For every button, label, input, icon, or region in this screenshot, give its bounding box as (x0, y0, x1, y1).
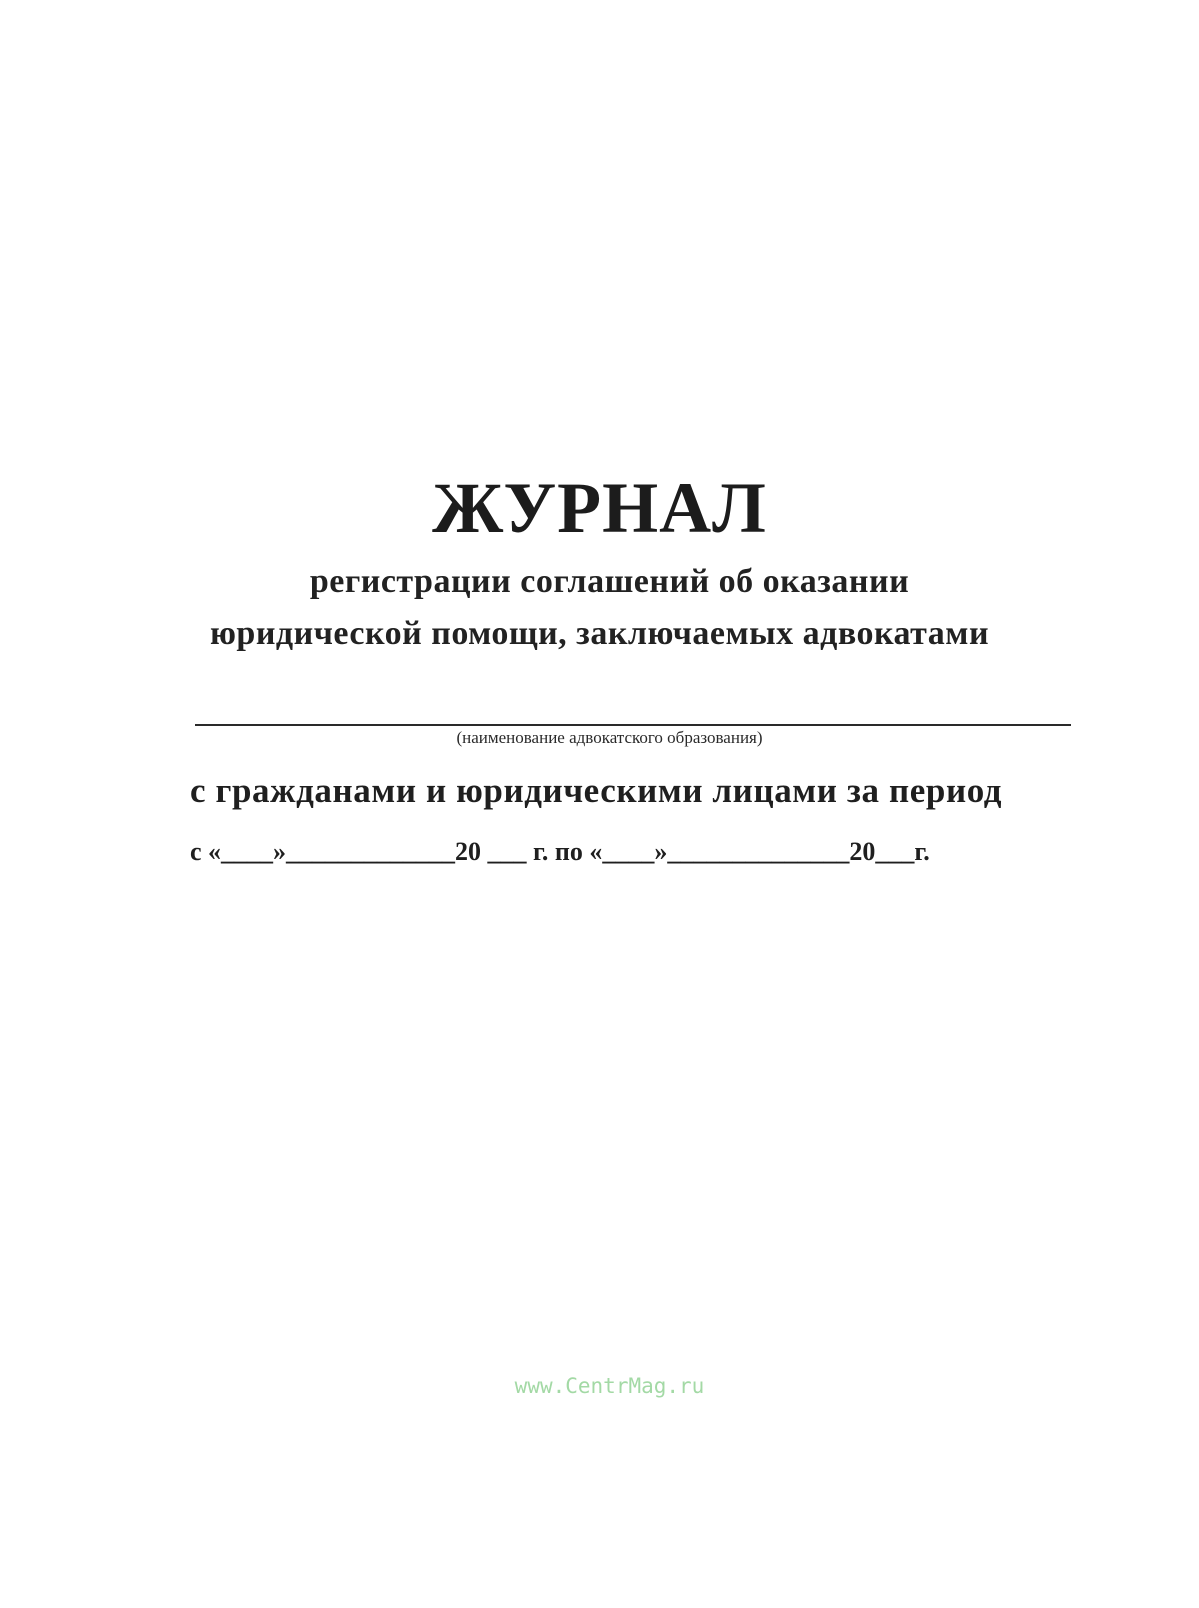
site-watermark: www.CentrMag.ru (514, 1374, 705, 1398)
document-subtitle-line-2: юридической помощи, заключаемых адвокатами (209, 615, 990, 652)
period-date-fields: с «____»_____________20 ___ г. по «____»______________20___г. (190, 837, 930, 866)
parties-line: с гражданами и юридическими лицами за период (190, 771, 1003, 810)
organization-name-blank-line (195, 724, 1071, 726)
document-title: ЖУРНАЛ (432, 468, 767, 548)
organization-name-caption: (наименование адвокатского образования) (456, 728, 763, 747)
document-subtitle-line-1: регистрации соглашений об оказании (309, 563, 910, 600)
